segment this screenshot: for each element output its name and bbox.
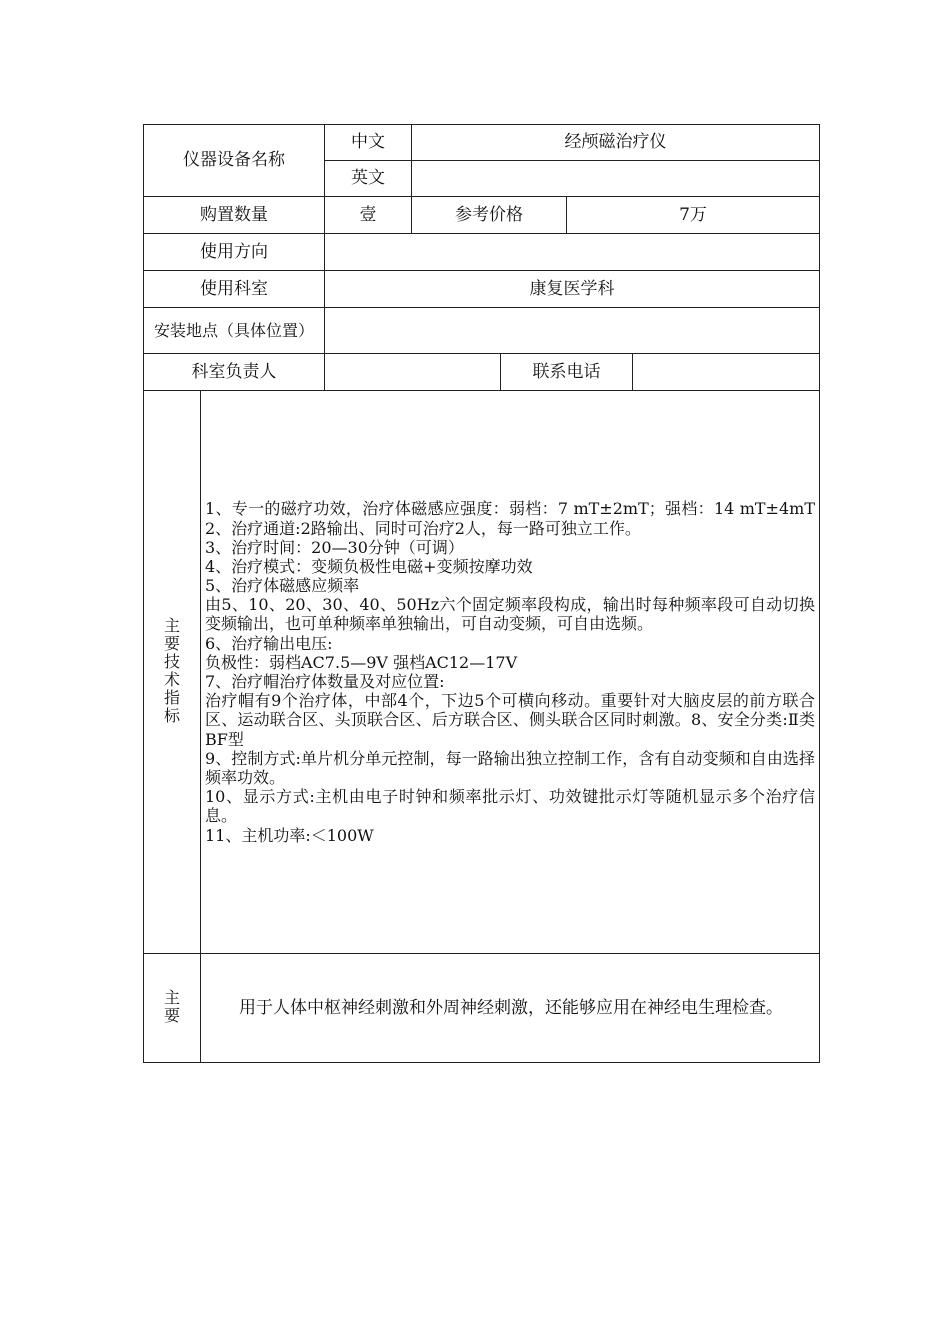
spec-line: 9、控制方式:单片机分单元控制，每一路输出独立控制工作，含有自动变频和自由选择频率功效。: [205, 748, 815, 787]
cn-value: 经颅磁治疗仪: [412, 125, 820, 161]
direction-label: 使用方向: [144, 234, 325, 271]
spec-line: 6、治疗输出电压:: [205, 633, 333, 653]
price-value: 7万: [567, 197, 820, 234]
row-purchase: [144, 197, 820, 234]
row-location: [144, 308, 820, 354]
equipment-form-table: [143, 124, 820, 1063]
spec-line: 4、治疗模式：变频负极性电磁+变频按摩功效: [205, 556, 533, 576]
direction-value: [325, 234, 820, 271]
spec-line: 5、治疗体磁感应频率: [205, 576, 360, 596]
dept-head-label: 科室负责人: [144, 354, 325, 391]
department-label: 使用科室: [144, 271, 325, 308]
row-usage: [144, 954, 820, 1063]
phone-label: 联系电话: [501, 354, 633, 391]
cn-label: 中文: [325, 125, 412, 161]
specs-side-label: 主要技术指标: [163, 616, 180, 726]
row-contact: [144, 354, 820, 391]
price-label: 参考价格: [412, 197, 567, 234]
dept-head-value: [325, 354, 501, 391]
qty-label: 购置数量: [144, 197, 325, 234]
qty-value: 壹: [325, 197, 412, 234]
spec-line: 1、专一的磁疗功效，治疗体磁感应强度：弱档：7 mT±2mT；强档：14 mT±4mT 2、治疗通道:2路输出、同时可治疗2人，每一路可独立工作。: [205, 499, 815, 538]
equipment-name-label: 仪器设备名称: [144, 125, 325, 197]
row-direction: [144, 234, 820, 271]
spec-line: 治疗帽有9个治疗体，中部4个，下边5个可横向移动。重要针对大脑皮层的前方联合区、运动联合区、头顶联合区、后方联合区、侧头联合区同时刺激。8、安全分类:Ⅱ类BF型: [205, 691, 815, 749]
usage-content: [201, 954, 820, 1063]
phone-value: [633, 354, 820, 391]
specs-content: [201, 391, 820, 954]
location-value: [325, 308, 820, 354]
spec-line: 负极性：弱档AC7.5—9V 强档AC12—17V: [205, 652, 518, 672]
en-value: [412, 161, 820, 197]
row-department: [144, 271, 820, 308]
spec-line: 11、主机功率:＜100W: [205, 825, 374, 845]
en-label: 英文: [325, 161, 412, 197]
department-value: 康复医学科: [325, 271, 820, 308]
row-name-cn: [144, 125, 820, 161]
usage-text: 用于人体中枢神经刺激和外周神经刺激，还能够应用在神经电生理检查。: [239, 997, 783, 1018]
spec-line: 由5、10、20、30、40、50Hz六个固定频率段构成，输出时每种频率段可自动切换变频输出，也可单种频率单独输出，可自动变频，可自由选频。: [205, 595, 815, 634]
spec-line: 3、治疗时间：20—30分钟（可调）: [205, 537, 464, 557]
spec-line: 7、治疗帽治疗体数量及对应位置:: [205, 672, 445, 691]
specs-side-label-cell: [144, 391, 201, 954]
location-label: 安装地点（具体位置）: [144, 308, 325, 354]
row-specs: [144, 391, 820, 954]
spec-line: 10、显示方式:主机由电子时钟和频率批示灯、功效键批示灯等随机显示多个治疗信息。: [205, 787, 815, 826]
usage-side-label: 主要: [163, 988, 180, 1026]
usage-side-label-cell: [144, 954, 201, 1063]
